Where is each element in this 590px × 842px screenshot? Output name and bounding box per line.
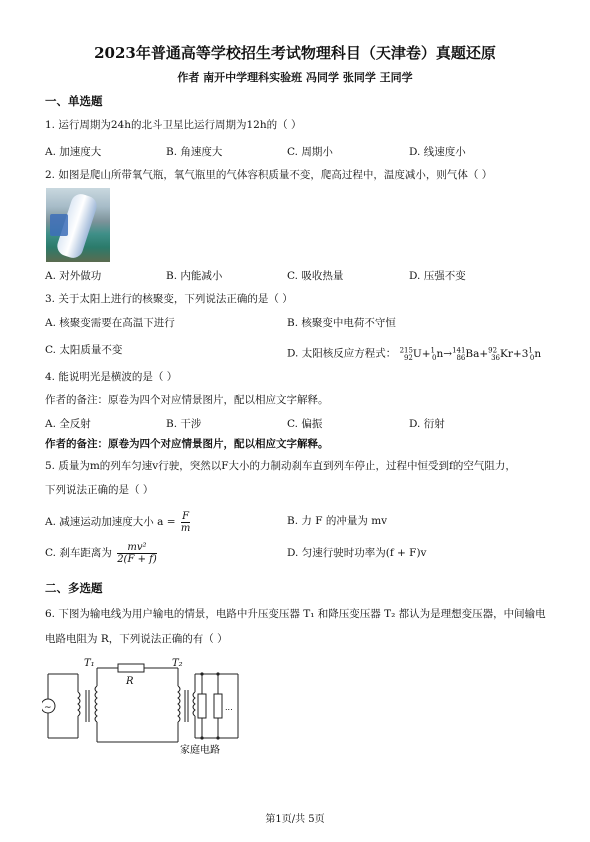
question-4-bold-note: 作者的备注：原卷为四个对应情景图片，配以相应文字解释。 bbox=[45, 438, 329, 450]
nuclear-equation: $^{215}_{92}U+^1_0n\to^{141}_{86}Ba+^{92}_{36}Kr+3^1_0n$ bbox=[399, 346, 542, 362]
line-resistor-r bbox=[118, 664, 144, 672]
question-3-option-a: A. 核聚变需要在高温下进行 bbox=[45, 317, 175, 329]
question-6-stem-line2: 电路电阻为 R，下列说法正确的有（ ） bbox=[45, 633, 228, 645]
question-3-option-d bbox=[287, 344, 541, 365]
load-ellipsis: ... bbox=[225, 703, 233, 712]
household-circuit-caption: 家庭电路 bbox=[180, 745, 220, 756]
question-4-option-d: D. 衍射 bbox=[409, 418, 445, 430]
question-3-stem: 3. 关于太阳上进行的核聚变，下列说法正确的是（ ） bbox=[45, 293, 293, 305]
question-5-option-b: B. 力 F 的冲量为 mv bbox=[287, 515, 388, 527]
question-4-stem: 4. 能说明光是横波的是（ ） bbox=[45, 371, 178, 383]
question-4-note: 作者的备注：原卷为四个对应情景图片，配以相应文字解释。 bbox=[45, 394, 329, 406]
question-2-stem: 2. 如图是爬山所带氧气瓶，氧气瓶里的气体容积质量不变，爬高过程中，温度减小，则气体（ ） bbox=[45, 169, 493, 181]
question-5-stem-line2: 下列说法正确的是（ ） bbox=[45, 484, 154, 496]
question-6-stem-line1: 6. 下图为输电线为用户输电的情景，电路中升压变压器 T₁ 和降压变压器 T₂ 都认为是理想变压器，中间输电 bbox=[45, 608, 546, 620]
page-footer: 第1页/共 5页 bbox=[265, 814, 325, 825]
question-4-option-a: A. 全反射 bbox=[45, 418, 91, 430]
fraction-braking-distance: $\frac{\text{mv²}}{2(F + f)}$ bbox=[117, 541, 157, 565]
question-2-option-a: A. 对外做功 bbox=[45, 270, 102, 282]
question-3-option-b: B. 核聚变中电荷不守恒 bbox=[287, 317, 396, 329]
bottle-label bbox=[50, 214, 68, 236]
load-2 bbox=[214, 694, 222, 718]
fraction-f-over-m: $\frac{F}{m}$ bbox=[180, 510, 191, 534]
question-1-stem: 1. 运行周期为24h的北斗卫星比运行周期为12h的（ ） bbox=[45, 119, 302, 131]
section-multiple-choice: 二、多选题 bbox=[45, 581, 103, 595]
question-2-option-d: D. 压强不变 bbox=[409, 270, 466, 282]
transmission-circuit-diagram bbox=[42, 656, 242, 756]
question-1-option-c: C. 周期小 bbox=[287, 146, 333, 158]
t1-secondary-coil bbox=[95, 686, 97, 722]
t1-primary-coil bbox=[78, 692, 80, 716]
ac-symbol: ~ bbox=[44, 703, 52, 713]
question-5-stem-line1: 5. 质量为m的列车匀速v行驶，突然以F大小的力制动刹车直到列车停止，过程中恒受到f的空气阻力， bbox=[45, 460, 516, 472]
question-3-option-c: C. 太阳质量不变 bbox=[45, 344, 123, 356]
question-5-option-a: A. 减速运动加速度大小 a = $\frac{F}{m}$ bbox=[45, 510, 191, 534]
question-1-option-a: A. 加速度大 bbox=[45, 146, 102, 158]
question-5-option-d: D. 匀速行驶时功率为(f + F)v bbox=[287, 547, 427, 559]
oxygen-bottle-photo bbox=[46, 188, 110, 262]
question-2-option-b: B. 内能减小 bbox=[166, 270, 223, 282]
question-4-option-c: C. 偏振 bbox=[287, 418, 323, 430]
t2-secondary-coil bbox=[193, 692, 195, 716]
label-t2: T₂ bbox=[172, 658, 183, 669]
option-d-label: D. 太阳核反应方程式： bbox=[287, 347, 397, 360]
question-2-option-c: C. 吸收热量 bbox=[287, 270, 344, 282]
label-t1: T₁ bbox=[84, 658, 95, 669]
authors-line: 作者 南开中学理科实验班 冯同学 张同学 王同学 bbox=[177, 71, 413, 84]
question-1-option-d: D. 线速度小 bbox=[409, 146, 466, 158]
t2-primary-coil bbox=[178, 686, 180, 722]
label-r: R bbox=[126, 676, 134, 687]
page-title: 2023年普通高等学校招生考试物理科目（天津卷）真题还原 bbox=[94, 44, 496, 62]
question-5-option-c: C. 刹车距离为 $\frac{\text{mv²}}{2(F + f)}$ bbox=[45, 541, 157, 565]
load-1 bbox=[198, 694, 206, 718]
question-1-option-b: B. 角速度大 bbox=[166, 146, 223, 158]
question-4-option-b: B. 干涉 bbox=[166, 418, 202, 430]
section-single-choice: 一、单选题 bbox=[45, 94, 103, 108]
